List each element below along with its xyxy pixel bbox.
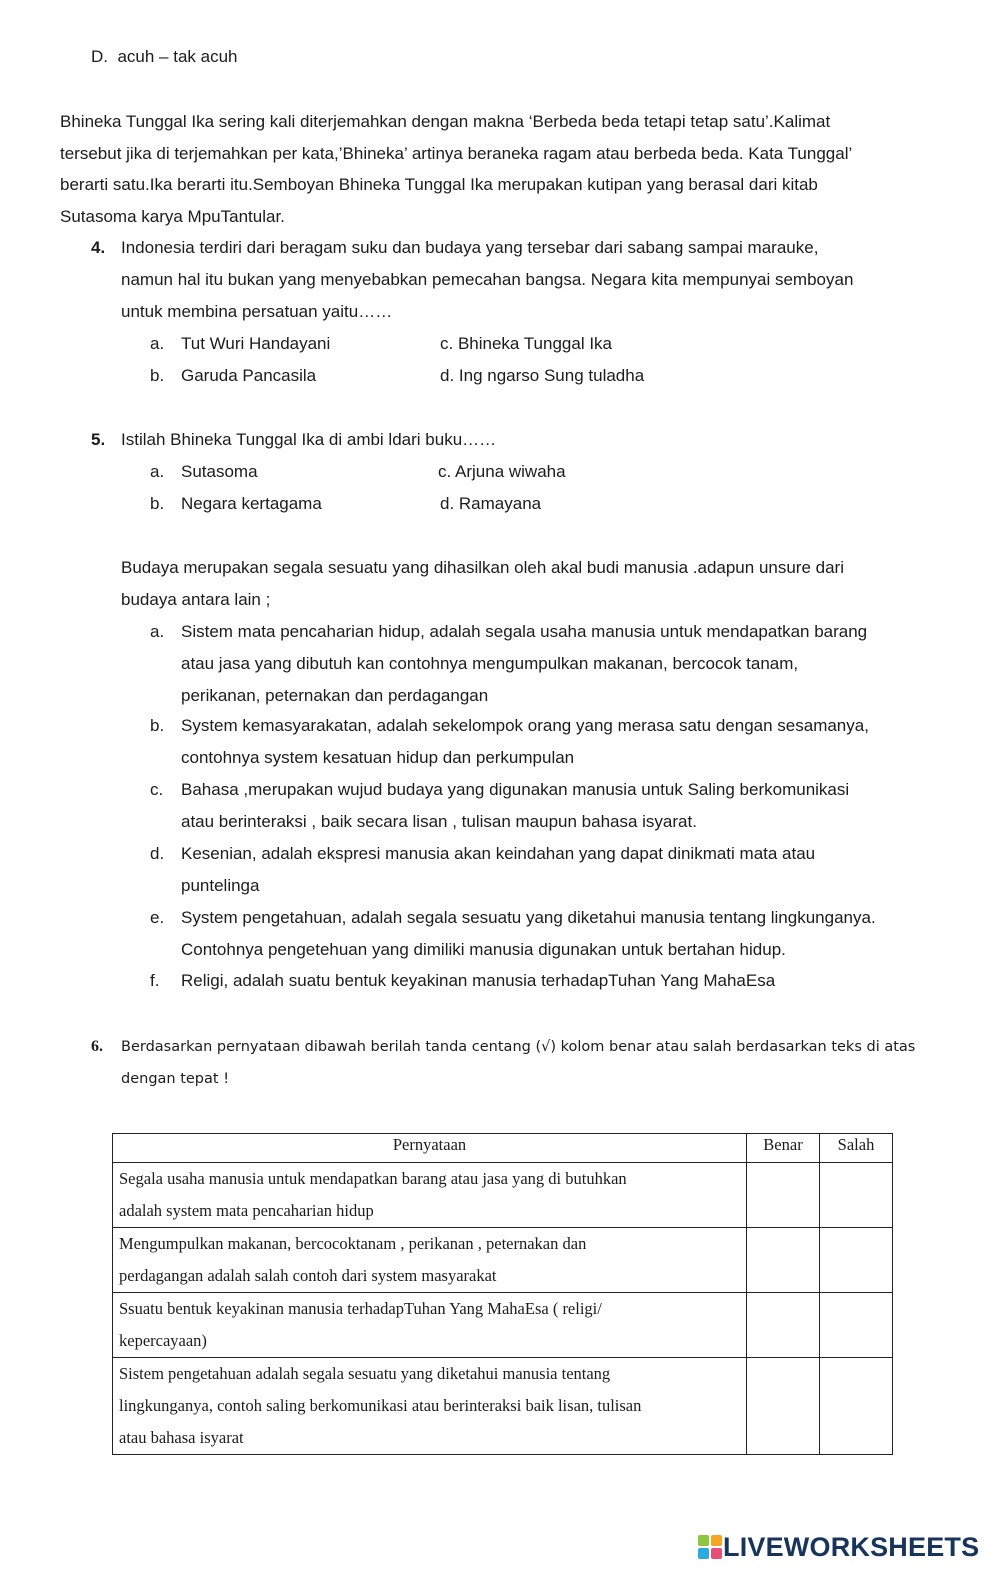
option-letter: b.: [150, 494, 165, 513]
item-line: Sistem mata pencaharian hidup, adalah segala usaha manusia untuk mendapatkan barang: [181, 622, 868, 641]
statement-cell: [113, 1293, 747, 1358]
question-line: namun hal itu bukan yang menyebabkan pemecahan bangsa. Negara kita mempunyai semboyan: [121, 270, 854, 289]
paragraph-line: tersebut jika di terjemahkan per kata,’Bhineka’ artinya beraneka ragam atau berbeda beda. Kata Tunggal’: [60, 143, 853, 163]
question-line: Indonesia terdiri dari beragam suku dan budaya yang tersebar dari sabang sampai marauke,: [121, 238, 819, 257]
question-line: dengan tepat !: [121, 1071, 230, 1087]
item-line: Religi, adalah suatu bentuk keyakinan manusia terhadapTuhan Yang MahaEsa: [181, 971, 776, 990]
liveworksheets-mark-icon: [697, 1534, 723, 1560]
statement-line: perdagangan adalah salah contoh dari system masyarakat: [119, 1266, 497, 1285]
item-line: perikanan, peternakan dan perdagangan: [181, 686, 489, 705]
q4-option-a-text: Tut Wuri Handayani: [181, 334, 331, 353]
question-6-number: 6.: [91, 1038, 103, 1055]
option-text: acuh – tak acuh: [117, 47, 238, 66]
paragraph-line: budaya antara lain ;: [121, 590, 271, 609]
q5-option-a[interactable]: [150, 456, 164, 488]
budaya-item-letter: c.: [150, 780, 164, 799]
question-5-number: 5.: [91, 430, 106, 449]
statement-line: Sistem pengetahuan adalah segala sesuatu yang diketahui manusia tentang: [119, 1364, 611, 1383]
q5-option-c[interactable]: c. Arjuna wiwaha: [438, 462, 566, 481]
question-4-text: [121, 232, 853, 328]
true-checkbox-cell[interactable]: [747, 1358, 820, 1455]
statement-line: adalah system mata pencaharian hidup: [119, 1201, 374, 1220]
statement-cell: [113, 1358, 747, 1455]
item-line: atau berinteraksi , baik secara lisan , tulisan maupun bahasa isyarat.: [181, 812, 697, 831]
statement-cell: [113, 1228, 747, 1293]
question-line: untuk membina persatuan yaitu……: [121, 302, 393, 321]
liveworksheets-logo[interactable]: [697, 1532, 979, 1562]
header-false: Salah: [820, 1134, 893, 1163]
item-line: System kemasyarakatan, adalah sekelompok orang yang merasa satu dengan sesamanya,: [181, 716, 869, 735]
table-header-row: [113, 1134, 893, 1163]
table-row: [113, 1163, 893, 1228]
false-checkbox-cell[interactable]: [820, 1163, 893, 1228]
statement-cell: [113, 1163, 747, 1228]
budaya-item-d: [181, 838, 815, 902]
statement-line: Mengumpulkan makanan, bercocoktanam , perikanan , peternakan dan: [119, 1234, 587, 1253]
question-line: Berdasarkan pernyataan dibawah berilah tanda centang (√) kolom benar atau salah berdasarkan teks di atas: [121, 1039, 916, 1055]
item-line: System pengetahuan, adalah segala sesuatu yang diketahui manusia tentang lingkunganya.: [181, 908, 876, 927]
brand-name: LIVEWORKSHEETS: [723, 1531, 980, 1562]
statement-line: Segala usaha manusia untuk mendapatkan barang atau jasa yang di butuhkan: [119, 1169, 627, 1188]
budaya-item-letter: d.: [150, 844, 165, 863]
paragraph-line: Budaya merupakan segala sesuatu yang dihasilkan oleh akal budi manusia .adapun unsure dari: [121, 558, 844, 577]
q5-option-a-text: Sutasoma: [181, 462, 258, 481]
intro-paragraph: [60, 106, 940, 232]
header-true: Benar: [747, 1134, 820, 1163]
item-line: Kesenian, adalah ekspresi manusia akan keindahan yang dapat dinikmati mata atau: [181, 844, 816, 863]
budaya-item-letter: a.: [150, 622, 165, 641]
statement-line: Ssuatu bentuk keyakinan manusia terhadapTuhan Yang MahaEsa ( religi/: [119, 1299, 602, 1318]
paragraph-line: berarti satu.Ika berarti itu.Semboyan Bhineka Tunggal Ika merupakan kutipan yang berasal dari kitab: [60, 175, 818, 194]
paragraph-line: Sutasoma karya MpuTantular.: [60, 206, 285, 226]
q4-option-b-text: Garuda Pancasila: [181, 366, 317, 385]
item-line: Bahasa ,merupakan wujud budaya yang digunakan manusia untuk Saling berkomunikasi: [181, 780, 850, 799]
true-checkbox-cell[interactable]: [747, 1293, 820, 1358]
q4-option-b[interactable]: [150, 360, 164, 392]
header-statement: Pernyataan: [113, 1134, 747, 1163]
budaya-item-letter: e.: [150, 908, 165, 927]
question-6-text: [121, 1031, 915, 1095]
budaya-intro: [121, 552, 844, 616]
option-letter: D.: [91, 47, 108, 66]
false-checkbox-cell[interactable]: [820, 1293, 893, 1358]
statement-table: [112, 1133, 893, 1455]
budaya-item-c: [181, 774, 849, 838]
false-checkbox-cell[interactable]: [820, 1228, 893, 1293]
budaya-item-f: [181, 965, 775, 997]
statement-line: atau bahasa isyarat: [119, 1428, 244, 1447]
q5-option-d[interactable]: d. Ramayana: [440, 494, 542, 513]
table-row: [113, 1358, 893, 1455]
option-letter: a.: [150, 462, 165, 481]
q4-option-d[interactable]: d. Ing ngarso Sung tuladha: [440, 366, 645, 385]
item-line: atau jasa yang dibutuh kan contohnya mengumpulkan makanan, bercocok tanam,: [181, 654, 799, 673]
item-line: Contohnya pengetehuan yang dimiliki manusia digunakan untuk bertahan hidup.: [181, 940, 786, 959]
false-checkbox-cell[interactable]: [820, 1358, 893, 1455]
option-letter: a.: [150, 334, 165, 353]
statement-line: kepercayaan): [119, 1331, 207, 1350]
q4-option-a[interactable]: [150, 328, 164, 360]
option-letter: b.: [150, 366, 165, 385]
paragraph-line: Bhineka Tunggal Ika sering kali diterjemahkan dengan makna ‘Berbeda beda tetapi tetap satu’.Kalimat: [60, 112, 831, 131]
budaya-item-letter: b.: [150, 716, 165, 735]
question-4-number: 4.: [91, 238, 106, 257]
true-checkbox-cell[interactable]: [747, 1163, 820, 1228]
q4-option-c[interactable]: c. Bhineka Tunggal Ika: [440, 334, 613, 353]
table-row: [113, 1228, 893, 1293]
question-5-text: Istilah Bhineka Tunggal Ika di ambi ldari buku……: [121, 430, 497, 449]
budaya-item-b: [181, 710, 869, 774]
budaya-item-letter: f.: [150, 971, 160, 990]
q5-option-b[interactable]: [150, 488, 164, 520]
item-line: contohnya system kesatuan hidup dan perkumpulan: [181, 748, 575, 767]
option-d-line: [91, 41, 237, 73]
q5-option-b-text: Negara kertagama: [181, 494, 322, 513]
statement-line: lingkunganya, contoh saling berkomunikasi atau berinteraksi baik lisan, tulisan: [119, 1396, 642, 1415]
budaya-item-a: [181, 616, 867, 712]
table-row: [113, 1293, 893, 1358]
budaya-item-e: [181, 902, 876, 966]
item-line: puntelinga: [181, 876, 260, 895]
true-checkbox-cell[interactable]: [747, 1228, 820, 1293]
